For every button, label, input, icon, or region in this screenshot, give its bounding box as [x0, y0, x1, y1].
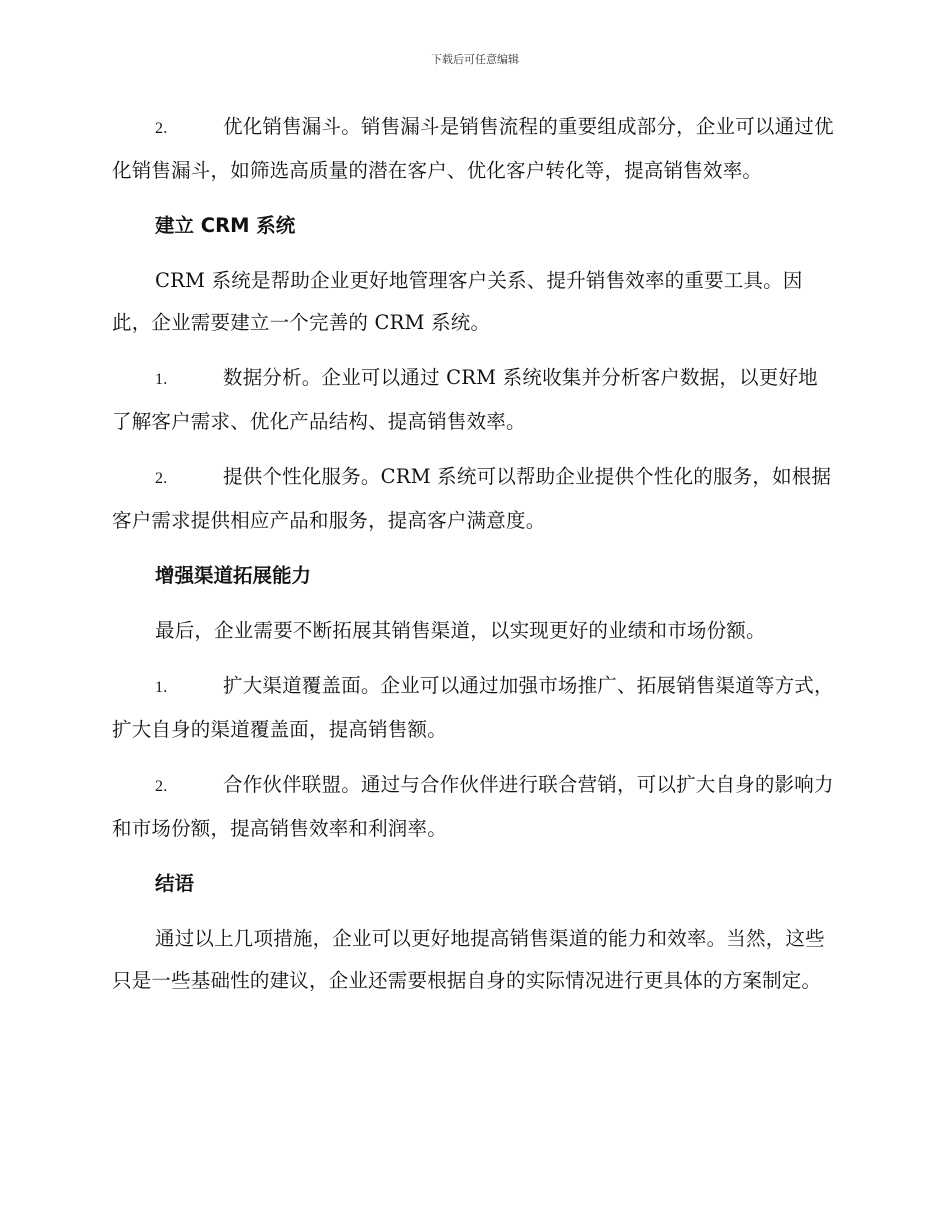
list-text: 数据分析。企业可以通过 CRM 系统收集并分析客户数据，以更好地了解客户需求、优化产品结构、提高销售效率。 [112, 366, 818, 433]
list-item [112, 665, 834, 751]
list-text: 扩大渠道覆盖面。企业可以通过加强市场推广、拓展销售渠道等方式，扩大自身的渠道覆盖面，提高销售额。 [112, 674, 834, 741]
list-number: 1. [155, 679, 168, 696]
list-number: 2. [155, 778, 168, 795]
list-item [112, 456, 834, 542]
list-number: 2. [155, 470, 168, 487]
document-body [112, 106, 834, 1015]
list-item [112, 106, 834, 192]
paragraph: CRM 系统是帮助企业更好地管理客户关系、提升销售效率的重要工具。因此，企业需要建立一个完善的 CRM 系统。 [112, 269, 803, 334]
paragraph: 最后，企业需要不断拓展其销售渠道，以实现更好的业绩和市场份额。 [155, 619, 766, 642]
section-heading-channel: 增强渠道拓展能力 [155, 564, 312, 587]
list-number: 1. [155, 371, 168, 388]
section-heading-conclusion: 结语 [155, 872, 195, 895]
section-heading-crm: 建立 CRM 系统 [155, 214, 296, 237]
page-header: 下载后可任意编辑 [431, 53, 519, 66]
list-text: 优化销售漏斗。销售漏斗是销售流程的重要组成部分，企业可以通过优化销售漏斗，如筛选高质量的潜在客户、优化客户转化等，提高销售效率。 [112, 115, 834, 182]
list-item [112, 764, 834, 850]
list-number: 2. [155, 120, 168, 137]
list-text: 提供个性化服务。CRM 系统可以帮助企业提供个性化的服务，如根据客户需求提供相应产品和服务，提高客户满意度。 [112, 465, 832, 532]
list-text: 合作伙伴联盟。通过与合作伙伴进行联合营销，可以扩大自身的影响力和市场份额，提高销售效率和利润率。 [112, 773, 834, 840]
paragraph: 通过以上几项措施，企业可以更好地提高销售渠道的能力和效率。当然，这些只是一些基础性的建议，企业还需要根据自身的实际情况进行更具体的方案制定。 [112, 927, 825, 992]
list-item [112, 357, 834, 443]
